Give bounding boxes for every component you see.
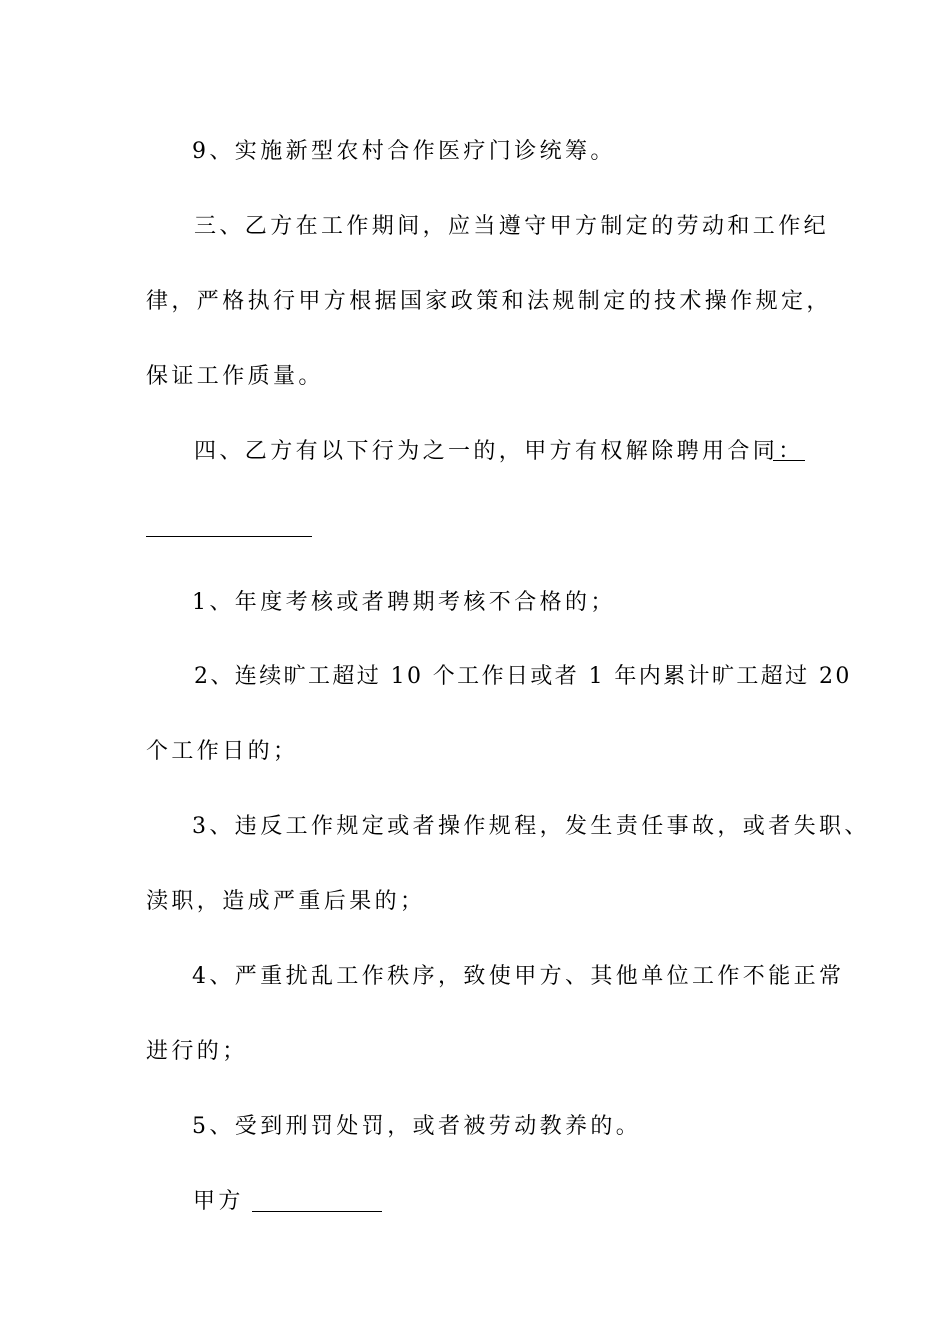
paragraph-clause-3-line-3: 保证工作质量。 — [146, 364, 324, 389]
list-item-4-line-1: 4、严重扰乱工作秩序，致使甲方、其他单位工作不能正常 — [192, 964, 845, 989]
paragraph-clause-4-heading: 四、乙方有以下行为之一的，甲方有权解除聘用合同： — [194, 439, 804, 464]
signature-party-a-blank — [252, 1211, 382, 1212]
list-item-3-line-2: 渎职，造成严重后果的； — [146, 889, 426, 914]
list-item-3-line-1: 3、违反工作规定或者操作规程，发生责任事故，或者失职、 — [192, 814, 870, 839]
fill-blank-line-continued — [146, 536, 312, 537]
paragraph-clause-3-line-2: 律，严格执行甲方根据国家政策和法规制定的技术操作规定， — [146, 289, 832, 314]
list-item-2-line-1: 2、连续旷工超过 10 个工作日或者 1 年内累计旷工超过 20 — [194, 664, 852, 689]
list-item-2-line-2: 个工作日的； — [146, 739, 299, 764]
fill-blank-line — [773, 460, 805, 461]
paragraph-item-9: 9、实施新型农村合作医疗门诊统筹。 — [192, 139, 616, 164]
signature-party-a-label: 甲方 — [193, 1189, 244, 1214]
list-item-5: 5、受到刑罚处罚，或者被劳动教养的。 — [192, 1114, 642, 1139]
list-item-4-line-2: 进行的； — [146, 1039, 248, 1064]
paragraph-clause-3-line-1: 三、乙方在工作期间，应当遵守甲方制定的劳动和工作纪 — [194, 214, 830, 239]
list-item-1: 1、年度考核或者聘期考核不合格的； — [192, 590, 616, 615]
